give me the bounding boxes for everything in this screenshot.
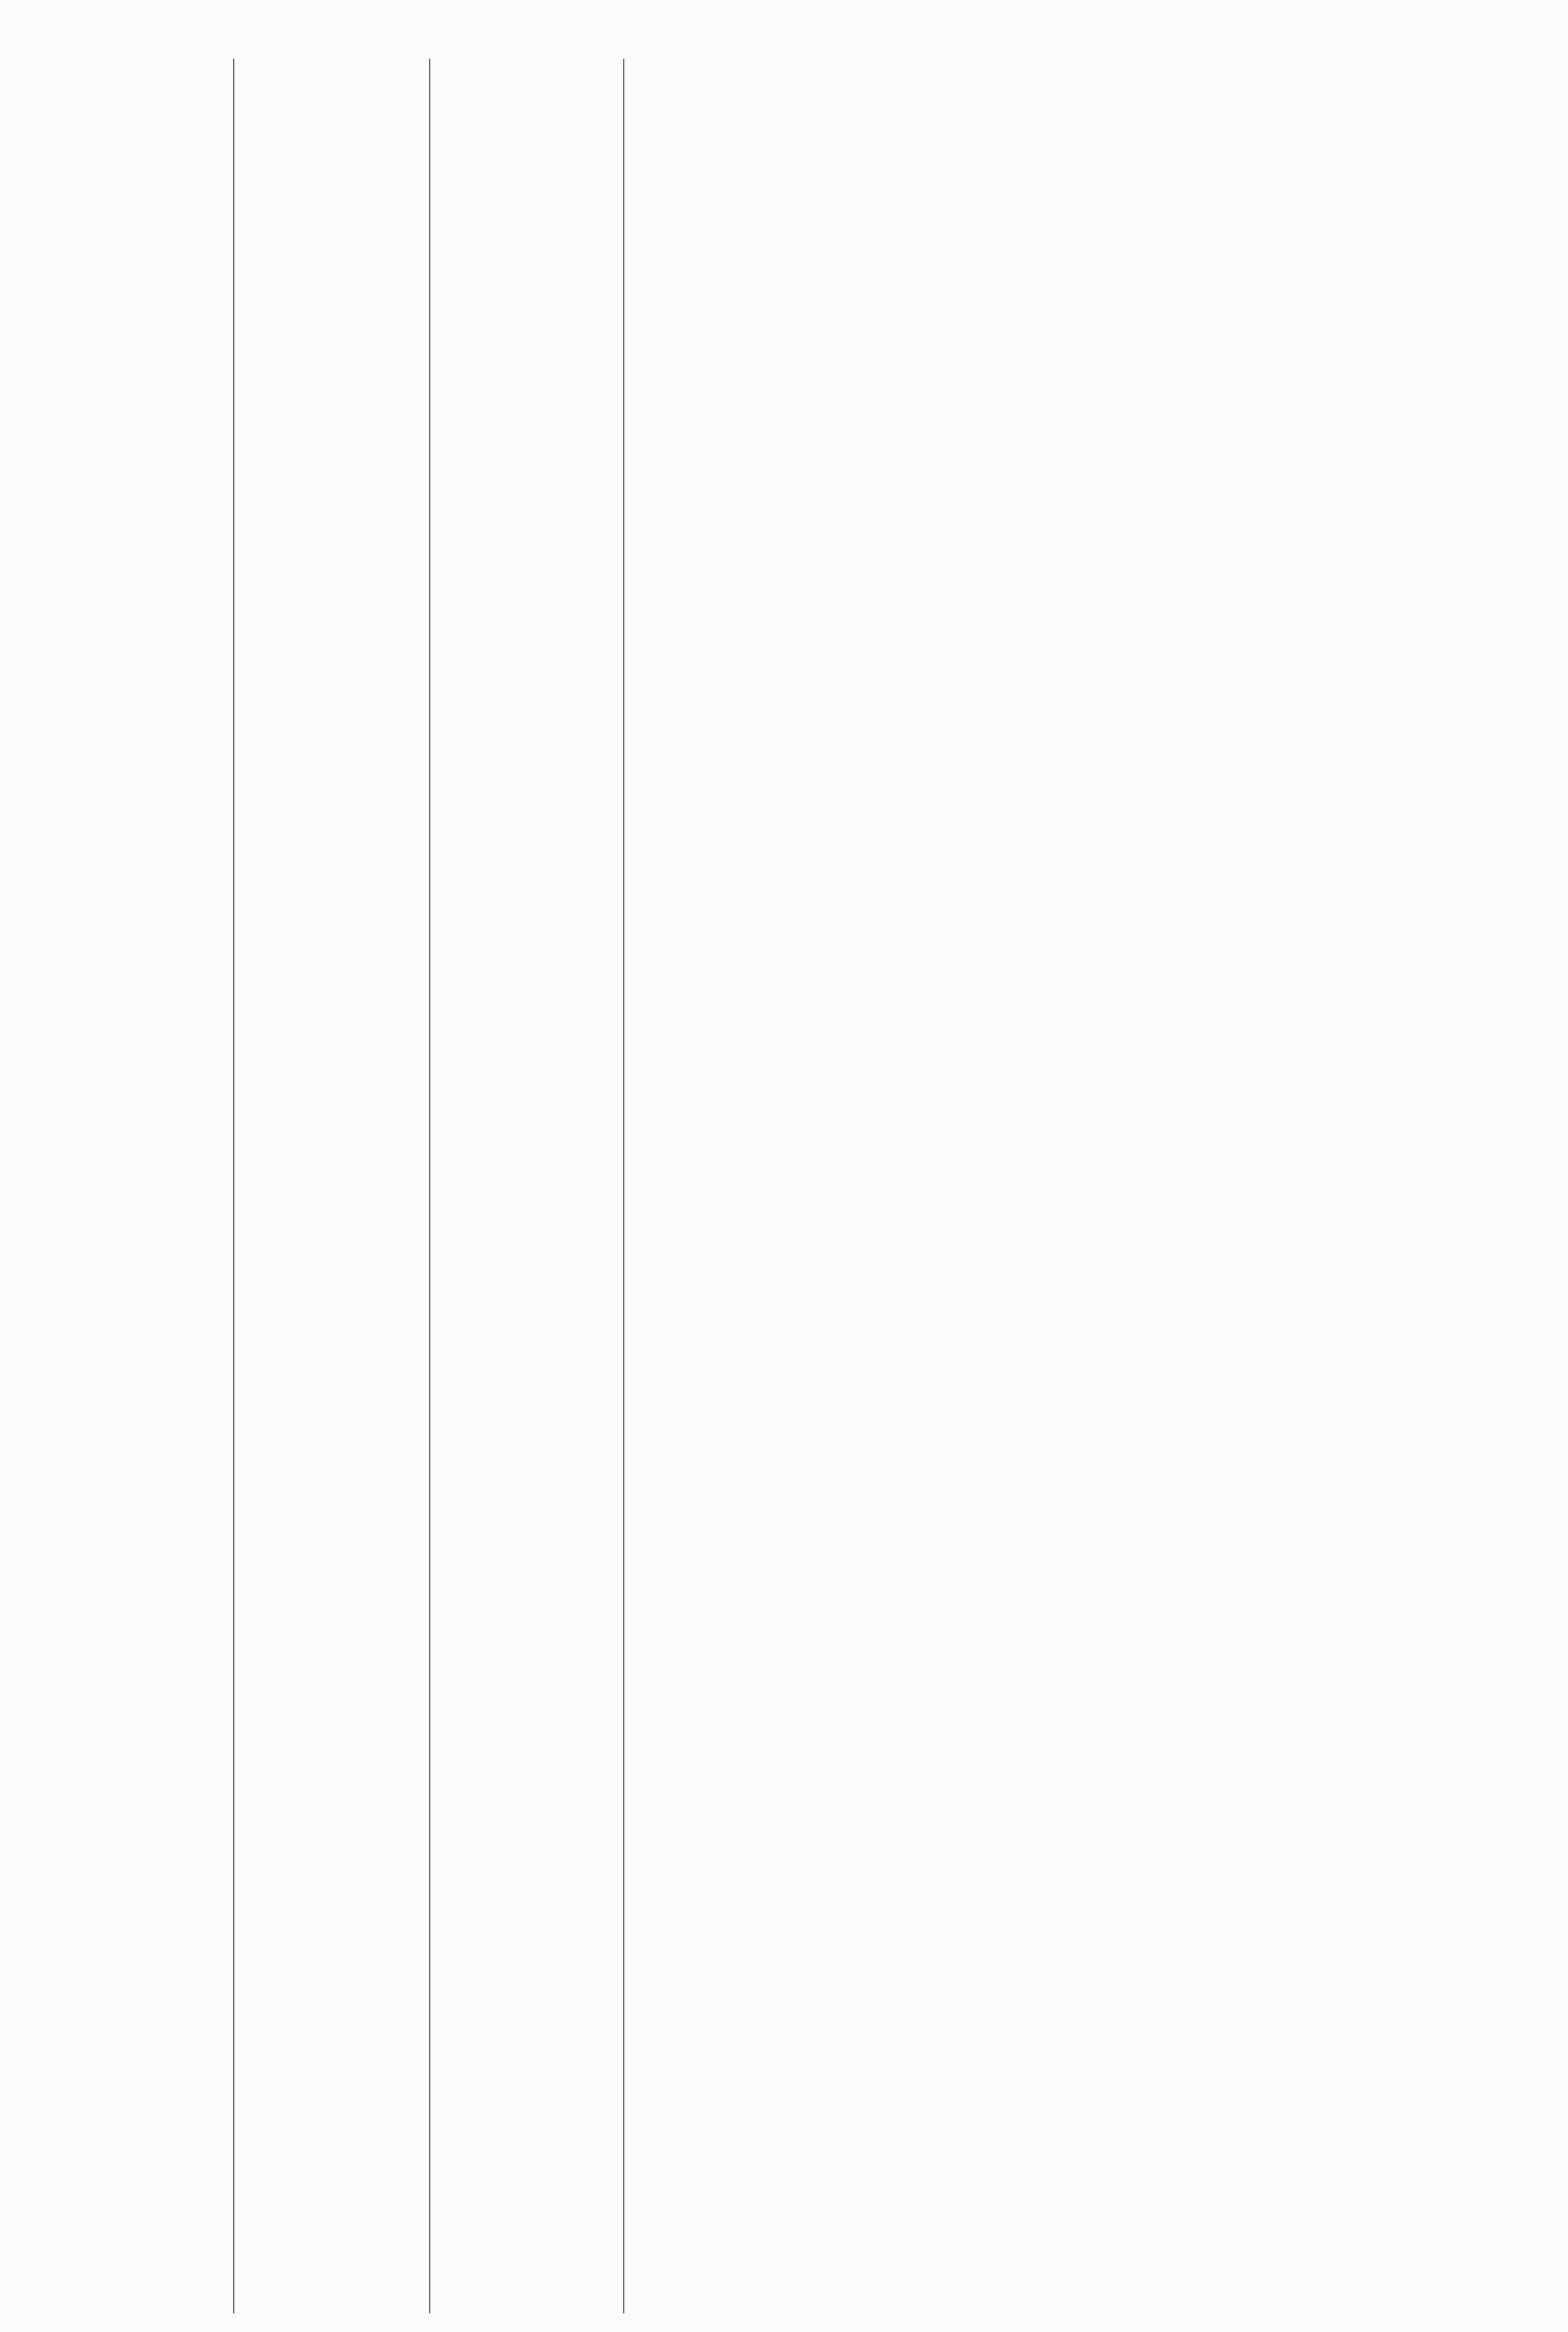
column-rule — [233, 59, 234, 2313]
column-rule — [623, 59, 624, 2313]
column-rule — [429, 59, 430, 2313]
